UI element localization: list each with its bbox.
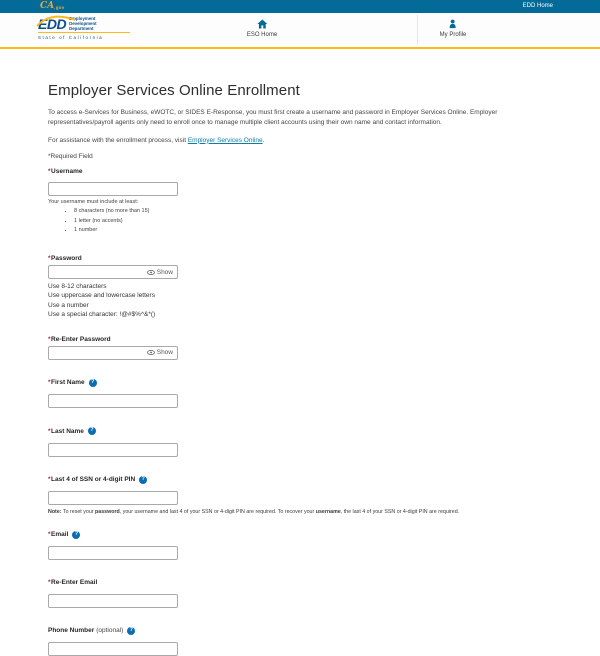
password-rules xyxy=(48,282,555,320)
page-title: Employer Services Online Enrollment xyxy=(48,82,300,99)
edd-home-link[interactable]: EDD Home xyxy=(522,3,553,9)
phone-field-group xyxy=(48,627,555,656)
last-name-label xyxy=(48,427,555,435)
note-bold: Note: xyxy=(48,509,62,516)
nav-my-profile-label: My Profile xyxy=(439,32,467,38)
required-marker: * xyxy=(48,255,51,262)
reenter-password-label xyxy=(48,336,555,343)
required-marker: * xyxy=(48,579,51,587)
site-header xyxy=(0,13,600,49)
ssn-pin-help-icon[interactable]: ? xyxy=(139,476,147,484)
cagov-logo-text: CA xyxy=(40,1,55,11)
phone-help-icon[interactable]: ? xyxy=(127,627,135,635)
password-field-group xyxy=(48,255,555,320)
first-name-input[interactable] xyxy=(48,394,178,408)
password-rule: Use a number xyxy=(48,301,89,309)
email-help-icon[interactable]: ? xyxy=(72,531,80,539)
utility-bar xyxy=(0,0,600,13)
password-label-text: Password xyxy=(51,255,82,262)
username-label xyxy=(48,168,555,175)
username-rule: • 8 characters (no more than 15) xyxy=(74,208,555,214)
note-bold: password xyxy=(95,509,120,516)
required-marker: * xyxy=(48,531,51,539)
edd-logo-line3: Department xyxy=(69,26,94,32)
edd-logo-lines xyxy=(69,16,97,31)
main-content xyxy=(0,49,600,656)
username-field-group xyxy=(48,168,555,234)
reenter-email-label xyxy=(48,579,555,586)
username-input[interactable] xyxy=(48,182,178,196)
reenter-password-label-text: Re-Enter Password xyxy=(51,335,111,343)
ssn-pin-label xyxy=(48,476,555,484)
note-text: To reset your xyxy=(61,509,96,516)
first-name-help-icon[interactable]: ? xyxy=(89,379,97,387)
reenter-password-show-label: Show xyxy=(156,349,173,357)
required-marker: * xyxy=(48,379,51,387)
intro-paragraph: To access e-Services for Business, eWOTC, or SIDES E-Response, you must first create a username and password in Employer Services Online. Employer representatives/payroll agents only need to enroll once to manage multiple client accounts using their own name and contact information. xyxy=(48,109,498,126)
reenter-email-input[interactable] xyxy=(48,594,178,608)
first-name-field-group xyxy=(48,379,555,409)
edd-logo-line2: Development xyxy=(69,21,97,27)
required-marker: * xyxy=(48,167,51,175)
note-text: , your username and last 4 of your SSN or 4-digit PIN are required. To recover your xyxy=(119,509,316,516)
email-field-group xyxy=(48,531,555,561)
first-name-label-text: First Name xyxy=(51,379,85,387)
edd-acronym: EDD xyxy=(38,16,67,33)
password-input-wrap xyxy=(48,265,178,279)
phone-input[interactable] xyxy=(48,642,178,656)
username-label-text: Username xyxy=(51,167,83,175)
password-show-button[interactable] xyxy=(147,269,177,276)
reenter-password-input-wrap xyxy=(48,346,178,360)
last-name-field-group xyxy=(48,427,555,457)
last-name-label-text: Last Name xyxy=(51,427,84,435)
edd-logo-top xyxy=(38,16,130,31)
password-label xyxy=(48,255,555,262)
password-input[interactable] xyxy=(49,266,147,278)
username-rules-list xyxy=(48,208,555,233)
phone-optional-text: (optional) xyxy=(96,627,124,635)
password-rule: Use a special character: !@#$%^&*() xyxy=(48,311,156,319)
reenter-password-show-button[interactable] xyxy=(147,349,177,356)
cagov-logo[interactable] xyxy=(40,0,65,14)
ssn-pin-input[interactable] xyxy=(48,491,178,505)
password-rule: Use 8-12 characters xyxy=(48,283,107,290)
phone-label xyxy=(48,627,555,635)
nav-my-profile[interactable] xyxy=(440,19,467,38)
email-label-text: Email xyxy=(51,531,69,539)
assistance-text-post: . xyxy=(262,136,265,144)
last-name-input[interactable] xyxy=(48,443,178,457)
reenter-password-input[interactable] xyxy=(49,347,147,359)
required-field-note: *Required Field xyxy=(48,152,93,160)
required-marker: * xyxy=(48,476,51,484)
note-bold: username xyxy=(315,509,341,516)
required-marker: * xyxy=(48,427,51,435)
required-marker: * xyxy=(48,335,51,343)
note-text: , the last 4 of your SSN or 4-digit PIN are required. xyxy=(340,509,460,516)
nav-divider xyxy=(417,15,418,45)
eye-icon xyxy=(147,350,155,355)
last-name-help-icon[interactable]: ? xyxy=(88,427,96,435)
reenter-password-field-group xyxy=(48,336,555,360)
password-rule: Use uppercase and lowercase letters xyxy=(48,292,155,300)
edd-logo[interactable] xyxy=(38,16,130,40)
username-hint: Your username must include at least: xyxy=(48,199,139,205)
eye-icon xyxy=(147,270,155,275)
reenter-email-label-text: Re-Enter Email xyxy=(51,579,98,587)
cagov-logo-suffix: .gov xyxy=(54,5,65,10)
assistance-text-pre: For assistance with the enrollment process, visit xyxy=(48,136,188,144)
ssn-pin-label-text: Last 4 of SSN or 4-digit PIN xyxy=(51,476,136,484)
assistance-line xyxy=(48,137,555,144)
username-rule: • 1 letter (no accents) xyxy=(74,218,555,224)
phone-label-text: Phone Number xyxy=(48,627,95,635)
ssn-pin-note xyxy=(48,509,555,516)
person-icon xyxy=(448,19,458,29)
username-rule: • 1 number xyxy=(74,227,555,233)
email-label xyxy=(48,531,555,539)
reenter-email-field-group xyxy=(48,579,555,608)
nav-eso-home-label: ESO Home xyxy=(246,32,278,38)
edd-logo-line1: Employment xyxy=(69,16,96,21)
edd-logo-tagline: State of California xyxy=(38,32,130,40)
employer-services-online-link[interactable]: Employer Services Online xyxy=(187,136,263,144)
email-input[interactable] xyxy=(48,546,178,560)
first-name-label xyxy=(48,379,555,387)
home-icon xyxy=(257,19,268,29)
password-show-label: Show xyxy=(156,268,173,276)
ssn-pin-field-group xyxy=(48,476,555,517)
nav-eso-home[interactable] xyxy=(247,19,277,38)
